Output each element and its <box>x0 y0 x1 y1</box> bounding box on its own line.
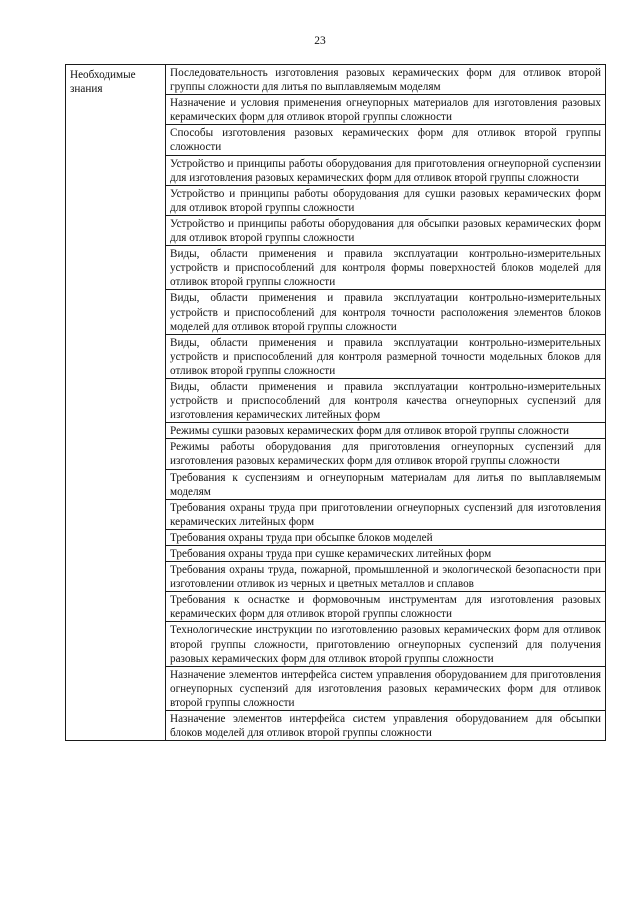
table-cell: Способы изготовления разовых керамических форм для отливок второй группы сложности <box>166 125 606 155</box>
table-cell: Требования охраны труда при сушке керамических литейных форм <box>166 546 606 562</box>
table-cell: Режимы сушки разовых керамических форм для отливок второй группы сложности <box>166 423 606 439</box>
table-row <box>66 65 606 95</box>
table-cell: Устройство и принципы работы оборудования для обсыпки разовых керамических форм для отливок второй группы сложности <box>166 215 606 245</box>
table-cell: Требования охраны труда при обсыпке блоков моделей <box>166 529 606 545</box>
table-cell: Технологические инструкции по изготовлению разовых керамических форм для отливок второй группы сложности, приготовлению огнеупорных суспензий для получения разовых керамических форм для отливок второй группы сложности <box>166 622 606 666</box>
table-cell: Виды, области применения и правила эксплуатации контрольно-измерительных устройств и приспособлений для контроля точности расположения элементов блоков моделей для отливок второй группы сложности <box>166 290 606 334</box>
table-cell: Последовательность изготовления разовых керамических форм для отливок второй группы сложности для литья по выплавляемым моделям <box>166 65 606 95</box>
page-number: 23 <box>314 35 326 47</box>
table-cell: Виды, области применения и правила эксплуатации контрольно-измерительных устройств и приспособлений для контроля размерной точности модельных блоков для отливок второй группы сложности <box>166 334 606 378</box>
table-cell: Назначение элементов интерфейса систем управления оборудованием для обсыпки блоков моделей для отливок второй группы сложности <box>166 711 606 741</box>
table-cell: Назначение и условия применения огнеупорных материалов для изготовления разовых керамических форм для отливок второй группы сложности <box>166 95 606 125</box>
table-cell: Режимы работы оборудования для приготовления огнеупорных суспензий для изготовления разовых керамических форм для отливок второй группы сложности <box>166 439 606 469</box>
table-cell: Требования к оснастке и формовочным инструментам для изготовления разовых керамических форм для отливок второй группы сложности <box>166 592 606 622</box>
table-cell: Виды, области применения и правила эксплуатации контрольно-измерительных устройств и приспособлений для контроля формы поверхностей блоков моделей для отливок второй группы сложности <box>166 246 606 290</box>
table-cell: Требования к суспензиям и огнеупорным материалам для литья по выплавляемым моделям <box>166 469 606 499</box>
table-cell: Устройство и принципы работы оборудования для приготовления огнеупорной суспензии для изготовления разовых керамических форм для отливок второй группы сложности <box>166 155 606 185</box>
table-cell: Устройство и принципы работы оборудования для сушки разовых керамических форм для отливок второй группы сложности <box>166 185 606 215</box>
table-cell: Назначение элементов интерфейса систем управления оборудованием для приготовления огнеупорных суспензий для изготовления разовых керамических форм для отливок второй группы сложности <box>166 666 606 710</box>
label-cell: Необходимые знания <box>66 65 166 741</box>
knowledge-table <box>65 64 606 741</box>
table-cell: Виды, области применения и правила эксплуатации контрольно-измерительных устройств и приспособлений для контроля качества огнеупорных суспензий для изготовления керамических литейных форм <box>166 378 606 422</box>
table-cell: Требования охраны труда при приготовлении огнеупорных суспензий для изготовления керамических литейных форм <box>166 499 606 529</box>
table-cell: Требования охраны труда, пожарной, промышленной и экологической безопасности при изготовлении отливок из черных и цветных металлов и сплавов <box>166 562 606 592</box>
